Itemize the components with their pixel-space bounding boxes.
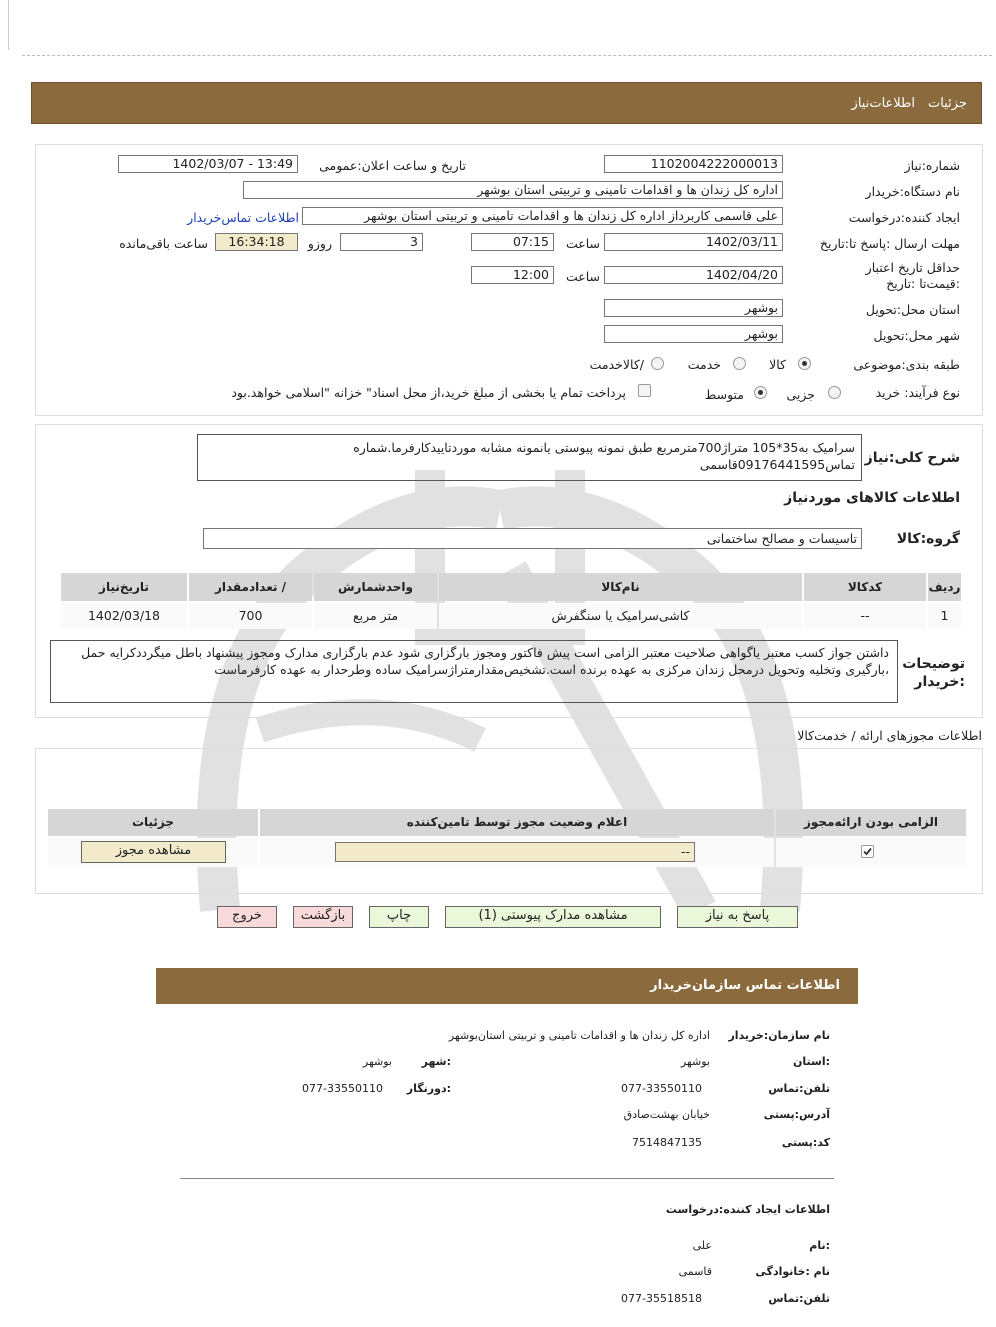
category-service-label: خدمت	[687, 357, 721, 372]
creator-phone-value: 077-35518518	[621, 1292, 702, 1305]
category-goods-service-radio[interactable]	[651, 357, 664, 370]
permit-status-field: --	[335, 842, 695, 862]
org-label: نام سازمان:خریدار	[728, 1029, 830, 1042]
process-label: نوع فرآیند: خرید	[875, 385, 960, 400]
remaining-label: ساعت باقی‌مانده	[119, 236, 208, 251]
view-attachments-button[interactable]: مشاهده مدارک پیوستی (1)	[445, 906, 661, 928]
col-unit: واحدشمارش	[314, 573, 437, 601]
contact-divider	[180, 1178, 834, 1179]
reply-button[interactable]: پاسخ به نیاز	[677, 906, 798, 928]
creator-name-label: :نام	[809, 1239, 830, 1252]
buyer-notes-text: داشتن جواز کسب معتبر یاگواهی صلاحیت معتبر الزامی است پیش فاکتور ومجوز بارگزاری شود عدم بارگزاری مدارک ومجوز پیشنهاد باطل میگرددکرایه حمل ،بارگیری وتخلیه وتحویل درمحل زندان مرکزی به عهده برنده است.تشخیص‌مقدارمتراژسرامیک ساده وطرحدار به عهده کارفرماست	[50, 640, 898, 703]
permit-required-checkbox	[861, 845, 874, 858]
contact-city-value: بوشهر	[362, 1055, 392, 1068]
process-partial-label: جزیی	[786, 387, 815, 402]
col-permit-required: الزامی بودن ارائه‌مجوز	[776, 809, 966, 836]
creator-family-label: نام :خانوادگی	[755, 1265, 830, 1278]
contact-phone-label: تلفن:تماس	[768, 1082, 830, 1095]
table-cell-qty: 700	[189, 603, 312, 629]
table-cell-code: --	[804, 603, 926, 629]
checkmark-icon	[862, 846, 873, 857]
city-label: شهر محل:تحویل	[873, 328, 960, 343]
category-goods-service-label: /کالاخدمت	[589, 357, 644, 372]
buyer-contact-header	[156, 968, 858, 1004]
validity-time-field: 12:00	[471, 266, 554, 284]
contact-fax-value: 077-33550110	[302, 1082, 383, 1095]
org-value: اداره کل زندان ها و اقدامات تامینی و تربیتی استان‌بوشهر	[448, 1029, 710, 1042]
contact-province-value: بوشهر	[680, 1055, 710, 1068]
contact-phone-value: 077-33550110	[621, 1082, 702, 1095]
back-button[interactable]: بازگشت	[293, 906, 353, 928]
validity-date-field: 1402/04/20	[604, 266, 783, 284]
need-no-field: 1102004222000013	[604, 155, 783, 173]
goods-table	[61, 573, 961, 629]
process-partial-radio[interactable]	[828, 386, 841, 399]
col-qty: / تعدادمقدار	[189, 573, 312, 601]
process-medium-label: متوسط	[704, 387, 744, 402]
top-divider	[22, 55, 992, 56]
col-date: تاریخ‌نیاز	[61, 573, 187, 601]
tab-need-info[interactable]: اطلاعات‌نیاز	[851, 96, 915, 111]
table-cell-unit: متر مربع	[314, 603, 437, 629]
province-field: بوشهر	[604, 299, 783, 317]
category-goods-label: کالا	[769, 357, 786, 372]
creator-phone-label: تلفن:تماس	[768, 1292, 830, 1305]
left-border-line	[8, 0, 9, 50]
page-header-bar	[31, 82, 982, 124]
permits-title: اطلاعات مجوزهای ارائه / خدمت‌کالا	[797, 728, 982, 743]
deadline-time-label: ساعت	[565, 236, 600, 251]
deadline-label: مهلت ارسال :پاسخ تا:تاریخ	[819, 236, 960, 251]
buyer-contact-title: اطلاعات تماس سازمان‌خریدار	[650, 978, 840, 993]
need-no-label: شماره:نیاز	[904, 158, 960, 173]
category-service-radio[interactable]	[733, 357, 746, 370]
table-cell-date: 1402/03/18	[61, 603, 187, 629]
tab-details[interactable]: جزئیات	[928, 96, 967, 111]
contact-province-label: :استان	[793, 1055, 830, 1068]
buyer-notes-label: توضیحات :خریدار	[902, 656, 965, 690]
col-row: ردیف	[928, 573, 961, 601]
requester-label: ایجاد کننده:درخواست	[848, 210, 960, 225]
description-text: سرامیک به35*105 متراژ700مترمربع طبق نمونه پیوستی یانمونه مشابه موردتاییدکارفرما.شماره تماس09176441595قاسمی	[197, 434, 862, 481]
contact-address-value: خیابان بهشت‌صادق	[623, 1108, 710, 1121]
contact-address-label: آدرس:پستی	[763, 1108, 830, 1121]
days-label: روزو	[307, 236, 332, 251]
goods-group-field: تاسیسات و مصالح ساختمانی	[203, 528, 862, 549]
col-code: کدکالا	[804, 573, 926, 601]
category-goods-radio[interactable]	[798, 357, 811, 370]
col-permit-details: جزئیات	[48, 809, 258, 836]
buyer-org-field: اداره کل زندان ها و اقدامات تامینی و تربیتی استان بوشهر	[243, 181, 783, 199]
contact-city-label: :شهر	[421, 1055, 451, 1068]
validity-label: حداقل تاریخ اعتبار :قیمت‌تا :تاریخ	[865, 260, 960, 291]
goods-group-label: گروه:کالا	[896, 531, 960, 547]
deadline-date-field: 1402/03/11	[604, 233, 783, 251]
remaining-time-field: 16:34:18	[215, 233, 298, 251]
category-label: طبقه بندی:موضوعی	[853, 357, 960, 372]
city-field: بوشهر	[604, 325, 783, 343]
days-field: 3	[340, 233, 423, 251]
creator-title: اطلاعات ایجاد کننده:درخواست	[665, 1203, 830, 1216]
table-cell-name: کاشی‌سرامیک یا سنگفرش	[439, 603, 802, 629]
contact-postal-value: 7514847135	[632, 1136, 702, 1149]
contact-fax-label: :دورنگار	[406, 1082, 451, 1095]
col-permit-status: اعلام وضعیت مجوز توسط تامین‌کننده	[260, 809, 774, 836]
contact-postal-label: کد:پستی	[781, 1136, 830, 1149]
requester-field: علی قاسمی کاربرداز اداره کل زندان ها و اقدامات تامینی و تربیتی استان بوشهر	[302, 207, 783, 225]
print-button[interactable]: چاپ	[369, 906, 429, 928]
goods-info-title: اطلاعات کالاهای موردنیاز	[784, 490, 960, 506]
creator-family-value: قاسمی	[678, 1265, 712, 1278]
announce-field: 1402/03/07 - 13:49	[118, 155, 298, 173]
treasury-payment-checkbox[interactable]	[638, 384, 651, 397]
treasury-payment-note: پرداخت تمام یا بخشی از مبلغ خرید،از محل اسناد" خزانه "اسلامی خواهد.بود	[231, 385, 626, 400]
creator-name-value: علی	[692, 1239, 712, 1252]
process-medium-radio[interactable]	[754, 386, 767, 399]
province-label: استان محل:تحویل	[865, 302, 960, 317]
buyer-contact-link[interactable]: اطلاعات تماس‌خریدار	[187, 210, 299, 225]
deadline-time-field: 07:15	[471, 233, 554, 251]
view-permit-button[interactable]: مشاهده مجوز	[81, 841, 226, 863]
col-name: نام‌کالا	[439, 573, 802, 601]
exit-button[interactable]: خروج	[217, 906, 277, 928]
description-title: شرح کلی:نیاز	[864, 450, 960, 466]
buyer-org-label: نام دستگاه:خریدار	[865, 184, 960, 199]
validity-time-label: ساعت	[565, 269, 600, 284]
announce-label: تاریخ و ساعت اعلان:عمومی	[319, 158, 466, 173]
table-cell-row: 1	[928, 603, 961, 629]
